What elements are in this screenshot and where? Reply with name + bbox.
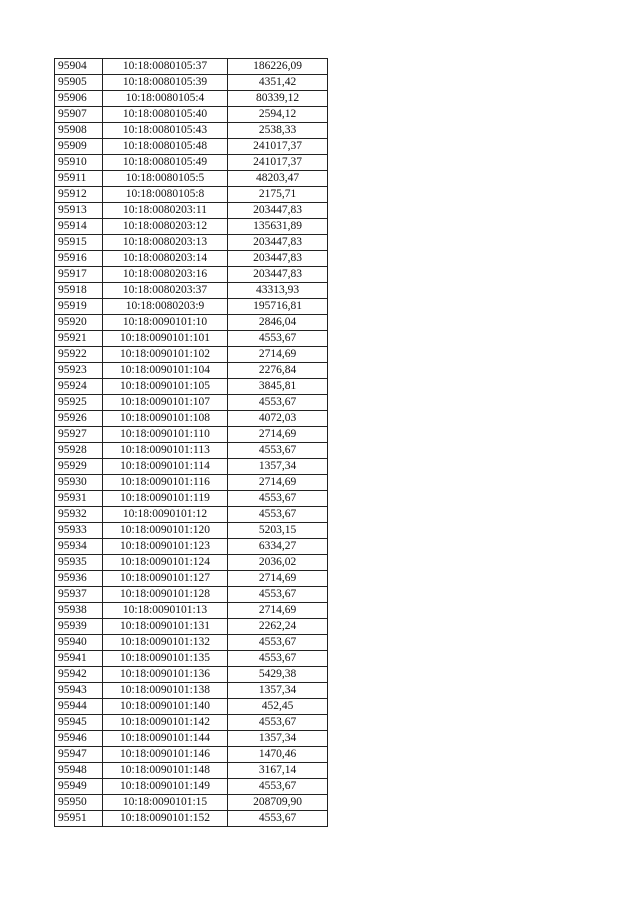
row-number-cell: 95936 [55,571,103,587]
cadastral-number-cell: 10:18:0080105:40 [103,107,228,123]
value-cell: 4553,67 [228,587,328,603]
table-row [55,763,328,779]
value-cell: 4553,67 [228,507,328,523]
row-number-cell: 95921 [55,331,103,347]
row-number-cell: 95919 [55,299,103,315]
table-row [55,443,328,459]
value-cell: 4553,67 [228,443,328,459]
cadastral-number-cell: 10:18:0090101:142 [103,715,228,731]
value-cell: 2262,24 [228,619,328,635]
row-number-cell: 95938 [55,603,103,619]
row-number-cell: 95908 [55,123,103,139]
row-number-cell: 95941 [55,651,103,667]
cadastral-number-cell: 10:18:0080105:39 [103,75,228,91]
row-number-cell: 95929 [55,459,103,475]
value-cell: 80339,12 [228,91,328,107]
value-cell: 135631,89 [228,219,328,235]
table-row [55,267,328,283]
value-cell: 203447,83 [228,267,328,283]
value-cell: 4553,67 [228,491,328,507]
table-row [55,203,328,219]
value-cell: 4553,67 [228,635,328,651]
row-number-cell: 95946 [55,731,103,747]
row-number-cell: 95925 [55,395,103,411]
row-number-cell: 95915 [55,235,103,251]
row-number-cell: 95940 [55,635,103,651]
table-row [55,363,328,379]
row-number-cell: 95935 [55,555,103,571]
table-row [55,139,328,155]
row-number-cell: 95922 [55,347,103,363]
table-row [55,411,328,427]
row-number-cell: 95950 [55,795,103,811]
cadastral-number-cell: 10:18:0090101:12 [103,507,228,523]
table-row [55,539,328,555]
cadastral-number-cell: 10:18:0090101:13 [103,603,228,619]
cadastral-number-cell: 10:18:0080105:4 [103,91,228,107]
value-cell: 4072,03 [228,411,328,427]
cadastral-number-cell: 10:18:0080203:9 [103,299,228,315]
row-number-cell: 95949 [55,779,103,795]
table-row [55,283,328,299]
table-row [55,219,328,235]
value-cell: 186226,09 [228,59,328,75]
cadastral-number-cell: 10:18:0090101:132 [103,635,228,651]
value-cell: 2846,04 [228,315,328,331]
table-row [55,523,328,539]
row-number-cell: 95943 [55,683,103,699]
table-row [55,299,328,315]
cadastral-number-cell: 10:18:0090101:127 [103,571,228,587]
cadastral-number-cell: 10:18:0080203:37 [103,283,228,299]
cadastral-number-cell: 10:18:0080105:49 [103,155,228,171]
value-cell: 48203,47 [228,171,328,187]
value-cell: 43313,93 [228,283,328,299]
cadastral-number-cell: 10:18:0090101:148 [103,763,228,779]
value-cell: 241017,37 [228,155,328,171]
row-number-cell: 95928 [55,443,103,459]
value-cell: 2538,33 [228,123,328,139]
table-row [55,251,328,267]
value-cell: 4553,67 [228,811,328,827]
cadastral-number-cell: 10:18:0080105:48 [103,139,228,155]
cadastral-number-cell: 10:18:0090101:101 [103,331,228,347]
value-cell: 2714,69 [228,571,328,587]
table-row [55,683,328,699]
table-row [55,731,328,747]
row-number-cell: 95917 [55,267,103,283]
value-cell: 2714,69 [228,347,328,363]
row-number-cell: 95932 [55,507,103,523]
row-number-cell: 95930 [55,475,103,491]
cadastral-number-cell: 10:18:0090101:136 [103,667,228,683]
value-cell: 6334,27 [228,539,328,555]
cadastral-number-cell: 10:18:0090101:116 [103,475,228,491]
cadastral-number-cell: 10:18:0090101:102 [103,347,228,363]
value-cell: 2036,02 [228,555,328,571]
table-row [55,667,328,683]
cadastral-number-cell: 10:18:0080105:43 [103,123,228,139]
table-row [55,475,328,491]
row-number-cell: 95945 [55,715,103,731]
value-cell: 2276,84 [228,363,328,379]
cadastral-number-cell: 10:18:0090101:114 [103,459,228,475]
row-number-cell: 95927 [55,427,103,443]
value-cell: 2175,71 [228,187,328,203]
cadastral-number-cell: 10:18:0090101:128 [103,587,228,603]
cadastral-number-cell: 10:18:0090101:138 [103,683,228,699]
value-cell: 1357,34 [228,683,328,699]
row-number-cell: 95951 [55,811,103,827]
row-number-cell: 95904 [55,59,103,75]
table-row [55,811,328,827]
table-row [55,571,328,587]
table-row [55,91,328,107]
table-row [55,59,328,75]
cadastral-number-cell: 10:18:0090101:149 [103,779,228,795]
row-number-cell: 95933 [55,523,103,539]
table-row [55,699,328,715]
cadastral-number-cell: 10:18:0090101:140 [103,699,228,715]
table-row [55,235,328,251]
cadastral-number-cell: 10:18:0090101:124 [103,555,228,571]
cadastral-number-cell: 10:18:0090101:146 [103,747,228,763]
cadastral-number-cell: 10:18:0080203:13 [103,235,228,251]
table-row [55,603,328,619]
cadastral-number-cell: 10:18:0090101:110 [103,427,228,443]
cadastral-number-cell: 10:18:0090101:15 [103,795,228,811]
cadastral-number-cell: 10:18:0090101:104 [103,363,228,379]
cadastral-number-cell: 10:18:0090101:107 [103,395,228,411]
table-row [55,187,328,203]
row-number-cell: 95918 [55,283,103,299]
table-row [55,427,328,443]
table-row [55,75,328,91]
cadastral-number-cell: 10:18:0090101:119 [103,491,228,507]
table-row [55,555,328,571]
table-row [55,587,328,603]
table-row [55,635,328,651]
value-cell: 4553,67 [228,779,328,795]
row-number-cell: 95926 [55,411,103,427]
row-number-cell: 95924 [55,379,103,395]
table-row [55,507,328,523]
table-row [55,715,328,731]
row-number-cell: 95937 [55,587,103,603]
row-number-cell: 95906 [55,91,103,107]
row-number-cell: 95913 [55,203,103,219]
value-cell: 5203,15 [228,523,328,539]
value-cell: 2714,69 [228,603,328,619]
value-cell: 3167,14 [228,763,328,779]
value-cell: 452,45 [228,699,328,715]
row-number-cell: 95944 [55,699,103,715]
table-row [55,379,328,395]
table-row [55,795,328,811]
table-row [55,459,328,475]
value-cell: 241017,37 [228,139,328,155]
row-number-cell: 95920 [55,315,103,331]
row-number-cell: 95912 [55,187,103,203]
table-body [55,59,328,827]
value-cell: 2594,12 [228,107,328,123]
value-cell: 203447,83 [228,203,328,219]
row-number-cell: 95907 [55,107,103,123]
cadastral-number-cell: 10:18:0080105:8 [103,187,228,203]
value-cell: 1470,46 [228,747,328,763]
cadastral-number-cell: 10:18:0090101:120 [103,523,228,539]
cadastral-number-cell: 10:18:0080105:37 [103,59,228,75]
value-cell: 1357,34 [228,731,328,747]
cadastral-number-cell: 10:18:0080105:5 [103,171,228,187]
row-number-cell: 95942 [55,667,103,683]
table-row [55,123,328,139]
table-row [55,315,328,331]
row-number-cell: 95916 [55,251,103,267]
value-cell: 1357,34 [228,459,328,475]
cadastral-number-cell: 10:18:0090101:113 [103,443,228,459]
row-number-cell: 95911 [55,171,103,187]
value-cell: 4553,67 [228,715,328,731]
value-cell: 4553,67 [228,331,328,347]
row-number-cell: 95910 [55,155,103,171]
row-number-cell: 95923 [55,363,103,379]
row-number-cell: 95948 [55,763,103,779]
row-number-cell: 95905 [55,75,103,91]
table-row [55,347,328,363]
row-number-cell: 95947 [55,747,103,763]
row-number-cell: 95909 [55,139,103,155]
cadastral-number-cell: 10:18:0090101:123 [103,539,228,555]
cadastral-number-cell: 10:18:0090101:144 [103,731,228,747]
table-row [55,171,328,187]
value-cell: 2714,69 [228,475,328,491]
cadastral-number-cell: 10:18:0080203:14 [103,251,228,267]
row-number-cell: 95939 [55,619,103,635]
table-row [55,779,328,795]
cadastral-number-cell: 10:18:0080203:12 [103,219,228,235]
value-cell: 2714,69 [228,427,328,443]
table-row [55,651,328,667]
row-number-cell: 95934 [55,539,103,555]
table-row [55,395,328,411]
value-cell: 4553,67 [228,651,328,667]
cadastral-number-cell: 10:18:0080203:16 [103,267,228,283]
value-cell: 208709,90 [228,795,328,811]
value-cell: 195716,81 [228,299,328,315]
cadastral-table [54,58,328,827]
table-row [55,619,328,635]
table-row [55,747,328,763]
cadastral-number-cell: 10:18:0080203:11 [103,203,228,219]
cadastral-number-cell: 10:18:0090101:10 [103,315,228,331]
table-row [55,107,328,123]
cadastral-number-cell: 10:18:0090101:135 [103,651,228,667]
table-row [55,155,328,171]
table-row [55,331,328,347]
cadastral-number-cell: 10:18:0090101:105 [103,379,228,395]
row-number-cell: 95931 [55,491,103,507]
value-cell: 203447,83 [228,235,328,251]
row-number-cell: 95914 [55,219,103,235]
cadastral-number-cell: 10:18:0090101:108 [103,411,228,427]
table-row [55,491,328,507]
value-cell: 4351,42 [228,75,328,91]
value-cell: 203447,83 [228,251,328,267]
cadastral-number-cell: 10:18:0090101:152 [103,811,228,827]
value-cell: 5429,38 [228,667,328,683]
value-cell: 4553,67 [228,395,328,411]
cadastral-number-cell: 10:18:0090101:131 [103,619,228,635]
value-cell: 3845,81 [228,379,328,395]
